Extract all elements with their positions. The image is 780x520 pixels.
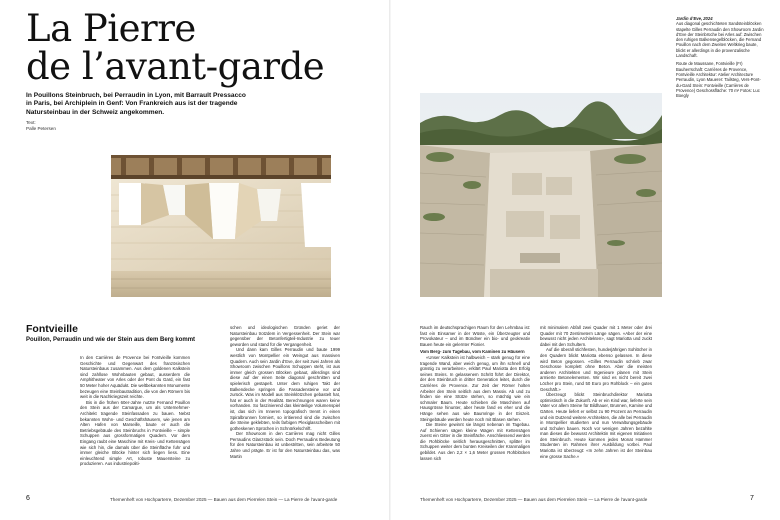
- subheading: Vom Berg- zum Tagebau, vom Kaminen zu Häusern: [420, 349, 525, 355]
- title-line-2: de l’avant-garde: [26, 45, 325, 88]
- photo-caption: [676, 16, 766, 101]
- page-number-left: 6: [26, 495, 30, 502]
- paragraph: Auf die überall stichfesten, hunderjährigen Sohlöcher in den Quadern blickt Mariotta ebenso gelassen. In diese wird Beton gegossen. «Gilles Perraudin schrieb zwar Geschosse komplett ohne Beton. Aber die meisten anderen Architekten und Ingenieure planen mit Stein armierte Betonelementen. Wir sind es nicht bereit zwei Löcher pro Stein, rund 50 Euro pro Rohblock – ein gutes Geschäft.»: [540, 347, 652, 392]
- section-title: Fontvieille: [26, 323, 78, 335]
- paragraph: mit minimalem Abfall zwei Quader mit 1 Meter oder drei Quader mit 70 Zentimetern Länge sägen. «Aber der eine bewusst nicht jeden Architekten», sagt Mariotta und zuckt dabei mit den Schultern.: [540, 325, 652, 347]
- paragraph: Bis in die frühen 60er-Jahre nutzte Fernand Pouillon den Stein aus der Camargue, um als Unternehmer-Architekt tragende Steinfassaden zu bauen. Nebst bekannten Wohn- und Geschäftshäusern, wie jenen am Alten Hafen von Marseille, baute er auch die Betriebsgebäude des Steinbruchs in Fontvieille – simple Schuppen aus grossformatigen Quadern. Vor dem Eingang raubt eine Maschine mit Kreis- und Kettensägen wie sich hin, die damals über die Steinfläche fuhr und immer gleiche Blöcke hinter sich liegen liess. Eine einleuchtend simple Art, robuste Mauersteine zu produzieren. Aus industriepoliti-: [80, 399, 190, 467]
- footer-right: Themenheft von Hochparterre, Dezember 2025 — Bauen aus dem Pierrelen Stein — La Pierre de l’avant-garde: [420, 497, 648, 502]
- paragraph: Überzeugt blickt Steinbruchdirektor Mariotta optimistisch in die Zukunft. Ab er ein Kind war, lieferte sein Vater vor allem Steine für Bildhauer, Brunnen, Kamine und Gärten. Heute liefert er selbst zu 90 Prozent an Perraudin und ein Dutzend weitere Architekten, die alle bei Perraudin in Montpellier studierten und nun Verwaltungsgebäude und Schulen bauen. Noch vor wenigen Jahren bezahlte man dieses die bewusst Architektin mit eigenen Initiativen den Steinbruch. Heute kommen jedes Monat Hammer Studenten im Rahmen ihrer Ausbildung vorbei. Paul Mariotta ist überzeugt: «In zehn Jahren ist der Steinbau eine grosse Sache.»: [540, 392, 652, 459]
- credit-name: Palle Petersen: [26, 126, 56, 131]
- body-column-2: [230, 325, 340, 485]
- paragraph: Der Showroom in den Carrières mag nicht Gilles Perraudins Glanzstück sein. Doch Perraudins Bedeutung für den Natursteinbau ist unbestritten, sein arbeitete 50 Jahre und prägte. Er ist für den Natursteinbau das, was Martin: [230, 431, 340, 459]
- quarry-photo: [420, 93, 662, 297]
- body-column-3: [420, 325, 530, 485]
- credit-label: Text:: [26, 120, 36, 125]
- body-column-1: [80, 355, 190, 485]
- caption-text: Aus diagonal geschichteten Sandsteinblöcken stapelte Gilles Perraudin den Showroom Jardin d’Eve der Steinbrüche bei Arles auf: Zwischen den ruhigen Balkensegelblöcken, die Fernand Pouillon nach dem Zweiten Weltkrieg baute, blickt er allerdings in die provenzalische Landschaft.: [676, 21, 764, 59]
- paragraph: Und dann kam Gilles Perraudin und baute 1999 westlich von Montpellier ein Weingut aus massiven Quadern. Auch sein Jardin d’Eve, der seit zwei Jahren als Showroom zwischen Pouillons Schuppen steht, ist aus immer gleich grossen Blöcken gebaut, allerdings sind diese auf der einen Seite diagonal geschnitten und spielerisch gestapelt. Unter dem ruhigen Takt der Balkendecke springen die Fassadensteine vor und zurück. Was im Modell aus Steinklötzchen gebastelt hat, hat er auch in der Realität. Berechnungen waren keine vorhanden. So faszinierend das kleinteilige Volumenspiel ist, das sich im Inneren topografisch trennt in einen Spiralbrunnen formiert, so irritierend sind die zwischen die Steine geklebten, teils farbigen Plexiglasscheiben mit gotheskenen Sprüchen in Schnörkelschrift.: [230, 347, 340, 431]
- caption-details: Route de Maussane, Fontvieille (Fr) Bauherrschaft: Carrières de Provence, Fontvieille Architektur: Atelier Architecture Perraudin, Lyon Mauerer: Tailsteg, Vers-Pont-du-Gard Stein: Fontvieille (Carrières de Provence) Geschossfläche: 70 m² Fotos: Luc Boegly: [676, 61, 761, 99]
- paragraph: In den Carrières de Provence bei Fontvieille kommen Geschichte und Gegenwart des französischen Natursteinbaus zusammen. Aus dem goldenen Kalkstein sind zahllose Wohnbauten gebaut, ausserdem die Amphitheater von Arles oder der Pont du Gard, ein fast 50 Meter hoher Aquädukt. Die weltbekannten Monumente bezeugen eine Steinbautradition, die von den Römern bis weit in die Nachkriegszeit reichte.: [80, 355, 190, 400]
- article-title: [26, 7, 325, 88]
- paragraph: schen und ideologischen Gründen geriet der Natursteinbau trotzdem in Vergessenheit. Der Stein war gegenüber der Betonfertigteil-Industrie zu teuer geworden und stand für die Vergangenheit.: [230, 325, 340, 347]
- paragraph: «Unser Kalkstein ist halbweich – stark genug für eine tragende Wand, aber weich genug, um ihn schnell und günstig zu verarbeiten», erklärt Paul Mariotta den Erfolg seines Steins. In gelassenem Schritt führt der Direktor, der den Steinbruch in dritter Generation leitet, durch die Carrières de Provence. Zur Zeit der Römer holten Arbeiter den Stein seitlich aus dem Massiv. Ab und zu finden sie eine Stütze stehen, so mächtig wie ein schmaler Baum. Heute schieben die Maschinen auf Hausgrösse hinunter, aber heute fand es eher und die Hänge sehen aus wie Baumringe in der Eiszeit. Steingebäude werden heute noch mit Blasen stehen.: [420, 354, 530, 422]
- body-column-4: [540, 325, 652, 485]
- caption-title: Jardin d’Eve, 2024: [676, 16, 713, 21]
- footer-left: Themenheft von Hochparterre, Dezember 2025 — Bauen aus dem Pierrelen Stein — La Pierre de l’avant-garde: [110, 497, 338, 502]
- title-line-1: La Pierre: [26, 7, 196, 50]
- page-gutter: [389, 0, 391, 520]
- paragraph: Die Steine gewinnt sie längst nebenan im Tagebau. Auf Schienen sägen kleine Wagen mit Kettensägen zuerst ein Gitter in die Steinfläche. Anschliessend werden die Rohblöcke seitlich herausgeschnitten, splitter im Schuppen weiter dem bunten Kreiseilen der Kranmaligen gebildet. Aus den 2,2 × 1,6 Meter grossen Rohblöcken lassen sich: [420, 422, 530, 461]
- paragraph: Rauch im deutschsprachigen Raum für den Lehmbau ist: fast ein Einsamer in der Wüste, ein Überzeugter und Provokateur – und im Bündner ein bio- und geokreativ Bauen heute ein gelernter Pionier.: [420, 325, 530, 347]
- author-credit: [26, 120, 146, 132]
- lead-paragraph: In Pouillons Steinbruch, bei Perraudin in Lyon, mit Barrault Pressacco in Paris, bei Archiplein in Genf: Von Frankreich aus ist der tragende Natursteinbau in der Schweiz angekommen.: [26, 92, 246, 116]
- page-number-right: 7: [750, 495, 754, 502]
- showroom-photo: [111, 155, 331, 297]
- section-subtitle: Pouillon, Perraudin und wie der Stein aus dem Berg kommt: [26, 337, 196, 343]
